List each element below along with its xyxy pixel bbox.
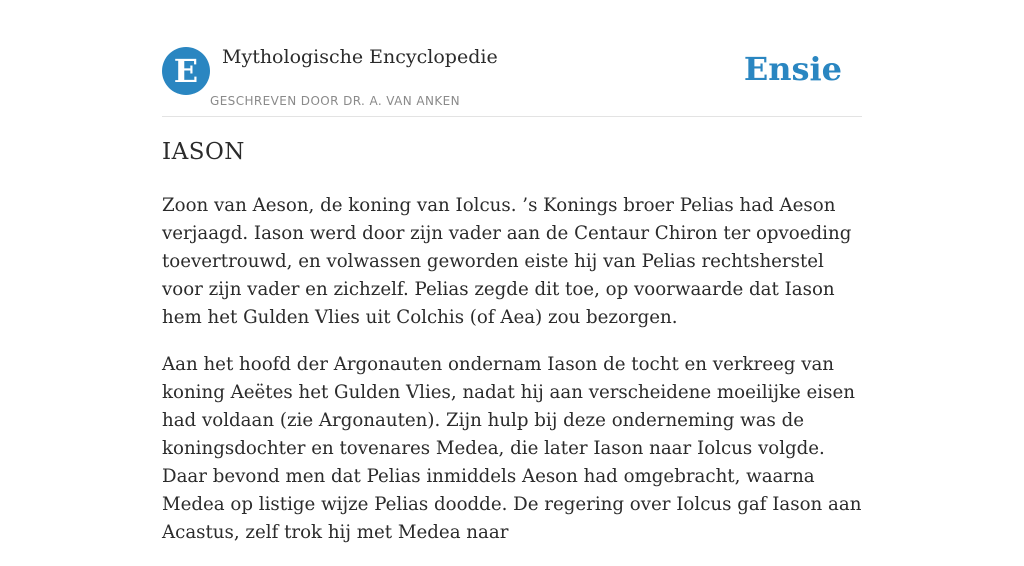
publication-title[interactable]: Mythologische Encyclopedie [222,46,498,68]
publication-logo-icon[interactable]: E [162,47,210,95]
header [162,40,862,117]
ensie-brand-logo[interactable]: Ensie [743,50,842,88]
article-headword: IASON [162,139,245,165]
author-byline: GESCHREVEN DOOR DR. A. VAN ANKEN [210,94,460,108]
article-paragraph: Zoon van Aeson, de koning van Iolcus. ’s Konings broer Pelias had Aeson verjaagd. Iason werd door zijn vader aan de Centaur Chiron ter opvoeding toevertrouwd, en volwassen geworden eiste hij van Pelias rechtsherstel voor zijn vader en zichzelf. Pelias zegde dit toe, op voorwaarde dat Iason hem het Gulden Vlies uit Colchis (of Aea) zou bezorgen. [162,195,852,328]
article-paragraph: Aan het hoofd der Argonauten ondernam Iason de tocht en verkreeg van koning Aeëtes het Gulden Vlies, nadat hij aan verscheidene moeilijke eisen had voldaan (zie Argonauten). Zijn hulp bij deze onderneming was de koningsdochter en tovenares Medea, die later Iason naar Iolcus volgde. Daar bevond men dat Pelias inmiddels Aeson had omgebracht, waarna Medea op listige wijze Pelias doodde. De regering over Iolcus gaf Iason aan Acastus, zelf trok hij met Medea naar [162,354,862,543]
article-body [162,192,862,566]
